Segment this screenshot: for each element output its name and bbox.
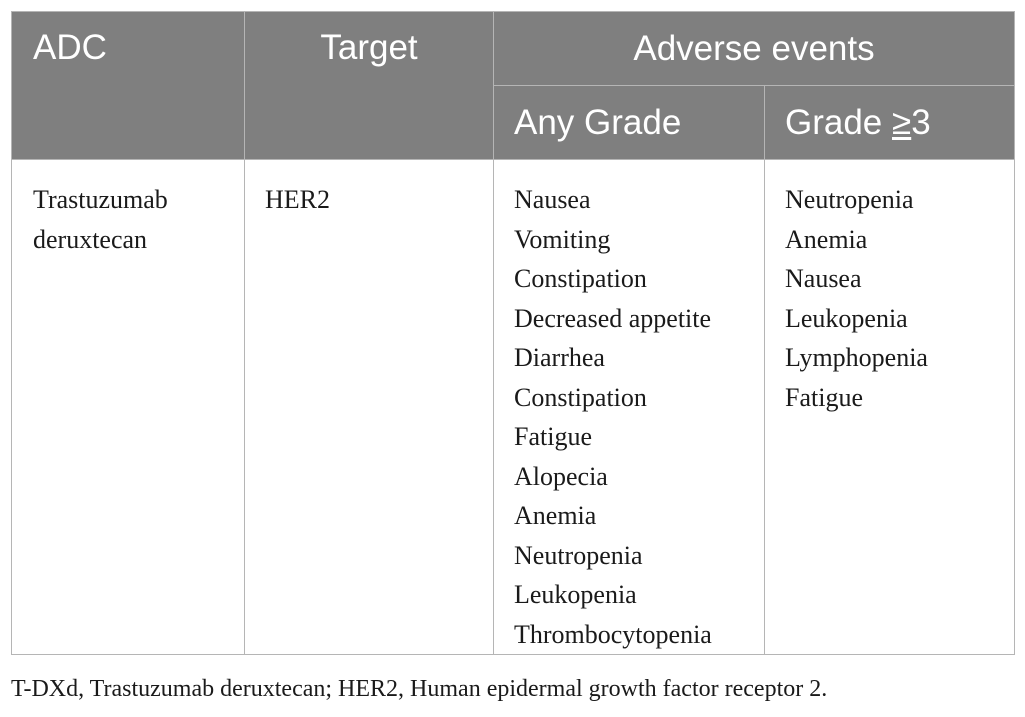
grade-3-item: Lymphopenia	[785, 343, 928, 372]
grade-3-item: Leukopenia	[785, 303, 908, 333]
header-adverse-events: Adverse events	[494, 12, 1015, 86]
header-target: Target	[245, 12, 494, 160]
any-grade-item: Thrombocytopenia	[514, 619, 712, 649]
table-row	[12, 160, 1015, 655]
header-adc: ADC	[12, 12, 245, 160]
any-grade-item: Decreased appetite	[514, 303, 712, 333]
adverse-events-table-container	[11, 11, 1015, 655]
cell-grade-3	[765, 160, 1015, 655]
cell-target	[245, 160, 494, 655]
header-grade-3-symbol: ≥	[892, 103, 912, 142]
header-any-grade: Any Grade	[494, 86, 765, 160]
any-grade-item: Anemia	[514, 501, 597, 530]
table-footnote: T-DXd, Trastuzumab deruxtecan; HER2, Human epidermal growth factor receptor 2.	[11, 676, 828, 702]
grade-3-item: Anemia	[785, 224, 868, 254]
cell-any-grade	[494, 160, 765, 655]
target-name: HER2	[265, 185, 330, 214]
table-header	[12, 12, 1015, 160]
header-grade-3-value: 3	[911, 103, 931, 142]
grade-3-item: Neutropenia	[785, 185, 914, 214]
table-body	[12, 160, 1015, 655]
header-grade-3-prefix: Grade	[785, 103, 892, 142]
any-grade-item: Constipation	[514, 264, 647, 293]
any-grade-item: Diarrhea	[514, 343, 605, 372]
any-grade-item: Neutropenia	[514, 540, 643, 570]
header-grade-3	[765, 86, 1015, 160]
cell-adc	[12, 160, 245, 655]
any-grade-item: Fatigue	[514, 422, 592, 451]
grade-3-item: Nausea	[785, 264, 862, 293]
any-grade-item: Constipation	[514, 382, 647, 412]
any-grade-item: Alopecia	[514, 461, 608, 491]
any-grade-item: Vomiting	[514, 224, 611, 254]
grade-3-item: Fatigue	[785, 382, 863, 412]
adc-name: Trastuzumab deruxtecan	[33, 185, 168, 254]
header-row-1	[12, 12, 1015, 86]
any-grade-item: Nausea	[514, 185, 591, 214]
any-grade-item: Leukopenia	[514, 580, 637, 609]
adverse-events-table	[11, 11, 1015, 655]
